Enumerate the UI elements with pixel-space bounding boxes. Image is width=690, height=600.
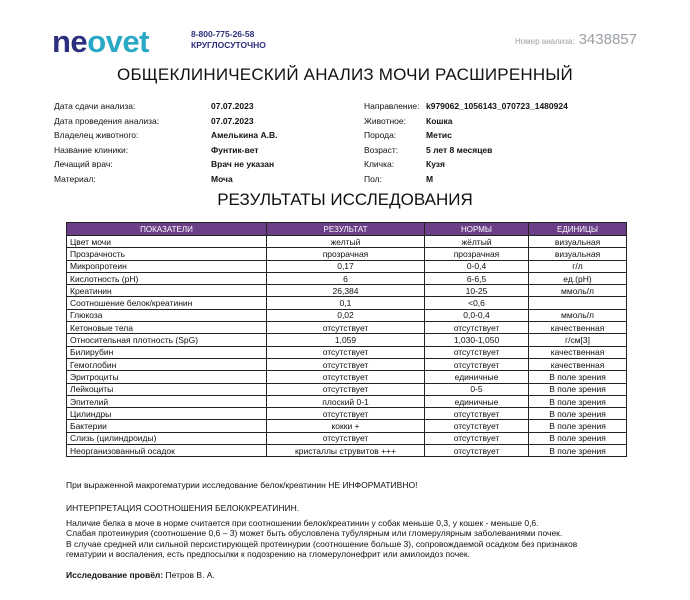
table-row [67,395,627,407]
unit-cell: В поле зрения [529,383,627,395]
table-row [67,371,627,383]
info-value: 07.07.2023 [211,115,254,126]
unit-cell: В поле зрения [529,445,627,457]
norm-cell: 10-25 [425,285,529,297]
indicator-cell: Соотношение белок/креатинин [67,297,267,309]
result-cell: 0,1 [267,297,425,309]
result-cell: желтый [267,236,425,248]
result-cell: 0,02 [267,309,425,321]
norm-cell: 1,030-1,050 [425,334,529,346]
info-label: Материал: [54,173,96,184]
norm-cell: 0,0-0,4 [425,309,529,321]
unit-cell: г/см[3] [529,334,627,346]
info-label: Лечащий врач: [54,159,113,169]
result-cell: 1,059 [267,334,425,346]
norm-cell: отсутствует [425,432,529,444]
indicator-cell: Микропротеин [67,260,267,272]
indicator-cell: Билирубин [67,346,267,358]
table-row [67,358,627,370]
result-cell: отсутствует [267,322,425,334]
norm-cell: отсутствует [425,358,529,370]
norm-cell: жёлтый [425,236,529,248]
info-row [54,172,277,187]
interpretation-line: В случае средней или сильной персистирующей протеинурии (соотношение больше 3), сопровождаемой осадком без признаков [66,538,578,549]
result-cell: отсутствует [267,346,425,358]
col-header-indicators: ПОКАЗАТЕЛИ [67,223,267,236]
info-label: Возраст: [364,144,399,155]
indicator-cell: Глюкоза [67,309,267,321]
info-row [364,128,568,143]
info-value: Моча [211,173,233,184]
result-cell: отсутствует [267,432,425,444]
info-label: Дата проведения анализа: [54,115,160,126]
results-title: РЕЗУЛЬТАТЫ ИССЛЕДОВАНИЯ [217,190,473,209]
norm-cell: единичные [425,395,529,407]
info-value: 07.07.2023 [211,101,254,111]
unit-cell [529,297,627,309]
table-row [67,334,627,346]
unit-cell: ммоль/л [529,285,627,297]
table-row [67,432,627,444]
indicator-cell: Слизь (цилиндроиды) [67,432,267,444]
info-value: Метис [426,130,452,140]
table-row [67,236,627,248]
info-row [54,143,277,158]
info-row [364,114,568,129]
unit-cell: качественная [529,358,627,370]
norm-cell: отсутствует [425,346,529,358]
page-title: ОБЩЕКЛИНИЧЕСКИЙ АНАЛИЗ МОЧИ РАСШИРЕННЫЙ [117,65,573,84]
table-row [67,383,627,395]
table-row [67,420,627,432]
interpretation-text [66,518,626,560]
warning-note: При выраженной макрогематурии исследование белок/креатинин НЕ ИНФОРМАТИВНО! [66,480,418,490]
col-header-units: ЕДИНИЦЫ [529,223,627,236]
info-left [54,99,277,186]
indicator-cell: Кетоновые тела [67,322,267,334]
unit-cell: ед.(pH) [529,272,627,284]
indicator-cell: Цвет мочи [67,236,267,248]
info-value: М [426,173,434,184]
indicator-cell: Относительная плотность (SpG) [67,334,267,346]
indicator-cell: Эпителий [67,395,267,407]
unit-cell: визуальная [529,236,627,248]
neovet-logo: neovet [52,24,149,59]
col-header-norms: НОРМЫ [425,223,529,236]
table-header-row [67,223,627,236]
result-cell: отсутствует [267,408,425,420]
norm-cell: 0-0,4 [425,260,529,272]
analysis-number: Номер анализа: 3438857 [514,31,637,48]
info-label: Дата сдачи анализа: [54,101,136,111]
norm-cell: единичные [425,371,529,383]
hours-label: КРУГЛОСУТОЧНО [191,40,266,50]
info-value: Кузя [426,159,445,169]
table-row [67,445,627,457]
norm-cell: 6-6,5 [425,272,529,284]
table-row [67,322,627,334]
unit-cell: качественная [529,346,627,358]
info-value: Амелькина А.В. [211,130,278,140]
indicator-cell: Гемоглобин [67,358,267,370]
unit-cell: визуальная [529,248,627,260]
table-row [67,285,627,297]
interpretation-line: гематурии и воспаления, есть предпосылки к подозрению на гломерулонефрит или амилоидоз почек. [66,549,470,559]
info-label: Владелец животного: [54,130,139,140]
unit-cell: В поле зрения [529,408,627,420]
norm-cell: отсутствует [425,322,529,334]
indicator-cell: Бактерии [67,420,267,432]
result-cell: 6 [267,272,425,284]
info-row [54,114,277,129]
phone-number: 8-800-775-26-58 [191,29,255,39]
info-row [364,99,568,114]
info-label: Название клиники: [54,144,129,155]
info-value: Кошка [426,115,453,126]
contact-phone [191,29,266,51]
unit-cell: В поле зрения [529,371,627,383]
table-row [67,309,627,321]
result-cell: 26,384 [267,285,425,297]
unit-cell: В поле зрения [529,395,627,407]
info-label: Кличка: [364,159,395,169]
indicator-cell: Неорганизованный осадок [67,445,267,457]
results-body [67,236,627,457]
info-label: Животное: [364,115,406,126]
info-row [364,172,568,187]
info-value: Врач не указан [211,159,275,169]
result-cell: отсутствует [267,371,425,383]
norm-cell: отсутствует [425,420,529,432]
unit-cell: ммоль/л [529,309,627,321]
info-label: Пол: [364,173,382,184]
unit-cell: В поле зрения [529,420,627,432]
indicator-cell: Цилиндры [67,408,267,420]
unit-cell: г/л [529,260,627,272]
interpretation [66,503,626,560]
indicator-cell: Кислотность (pH) [67,272,267,284]
norm-cell: отсутствует [425,445,529,457]
indicator-cell: Креатинин [67,285,267,297]
col-header-result: РЕЗУЛЬТАТ [267,223,425,236]
table-row [67,408,627,420]
interpretation-line: Слабая протеинурия (соотношение 0,6 – 3) может быть обусловлена тубулярным или гломерулярным заболеваниями почек. [66,528,563,538]
interpretation-heading: ИНТЕРПРЕТАЦИЯ СООТНОШЕНИЯ БЕЛОК/КРЕАТИНИН. [66,503,300,513]
result-cell: кристаллы струвитов +++ [267,445,425,457]
header [0,0,690,64]
table-row [67,248,627,260]
info-label: Направление: [364,101,420,111]
result-cell: 0,17 [267,260,425,272]
info-row [54,128,277,143]
norm-cell: <0,6 [425,297,529,309]
result-cell: кокки + [267,420,425,432]
table-row [67,272,627,284]
results-table [66,222,627,457]
info-value: k979062_1056143_070723_1480924 [426,101,568,111]
info-value: Фунтик-вет [211,144,259,155]
indicator-cell: Лейкоциты [67,383,267,395]
indicator-cell: Эритроциты [67,371,267,383]
table-row [67,346,627,358]
info-row [364,143,568,158]
indicator-cell: Прозрачность [67,248,267,260]
norm-cell: 0-5 [425,383,529,395]
table-row [67,260,627,272]
unit-cell: качественная [529,322,627,334]
info-row [54,99,277,114]
unit-cell: В поле зрения [529,432,627,444]
table-row [67,297,627,309]
result-cell: плоский 0-1 [267,395,425,407]
norm-cell: отсутствует [425,408,529,420]
info-label: Порода: [364,130,397,140]
info-row [54,157,277,172]
interpretation-line: Наличие белка в моче в норме считается при соотношении белок/креатинин у собак меньше 0,3, у кошек - меньше 0,6. [66,517,539,528]
result-cell: отсутствует [267,358,425,370]
result-cell: прозрачная [267,248,425,260]
info-row [364,157,568,172]
info-right [364,99,568,186]
info-value: 5 лет 8 месяцев [426,144,493,155]
result-cell: отсутствует [267,383,425,395]
norm-cell: прозрачная [425,248,529,260]
signed-by: Исследование провёл: Петров В. А. [66,570,215,580]
